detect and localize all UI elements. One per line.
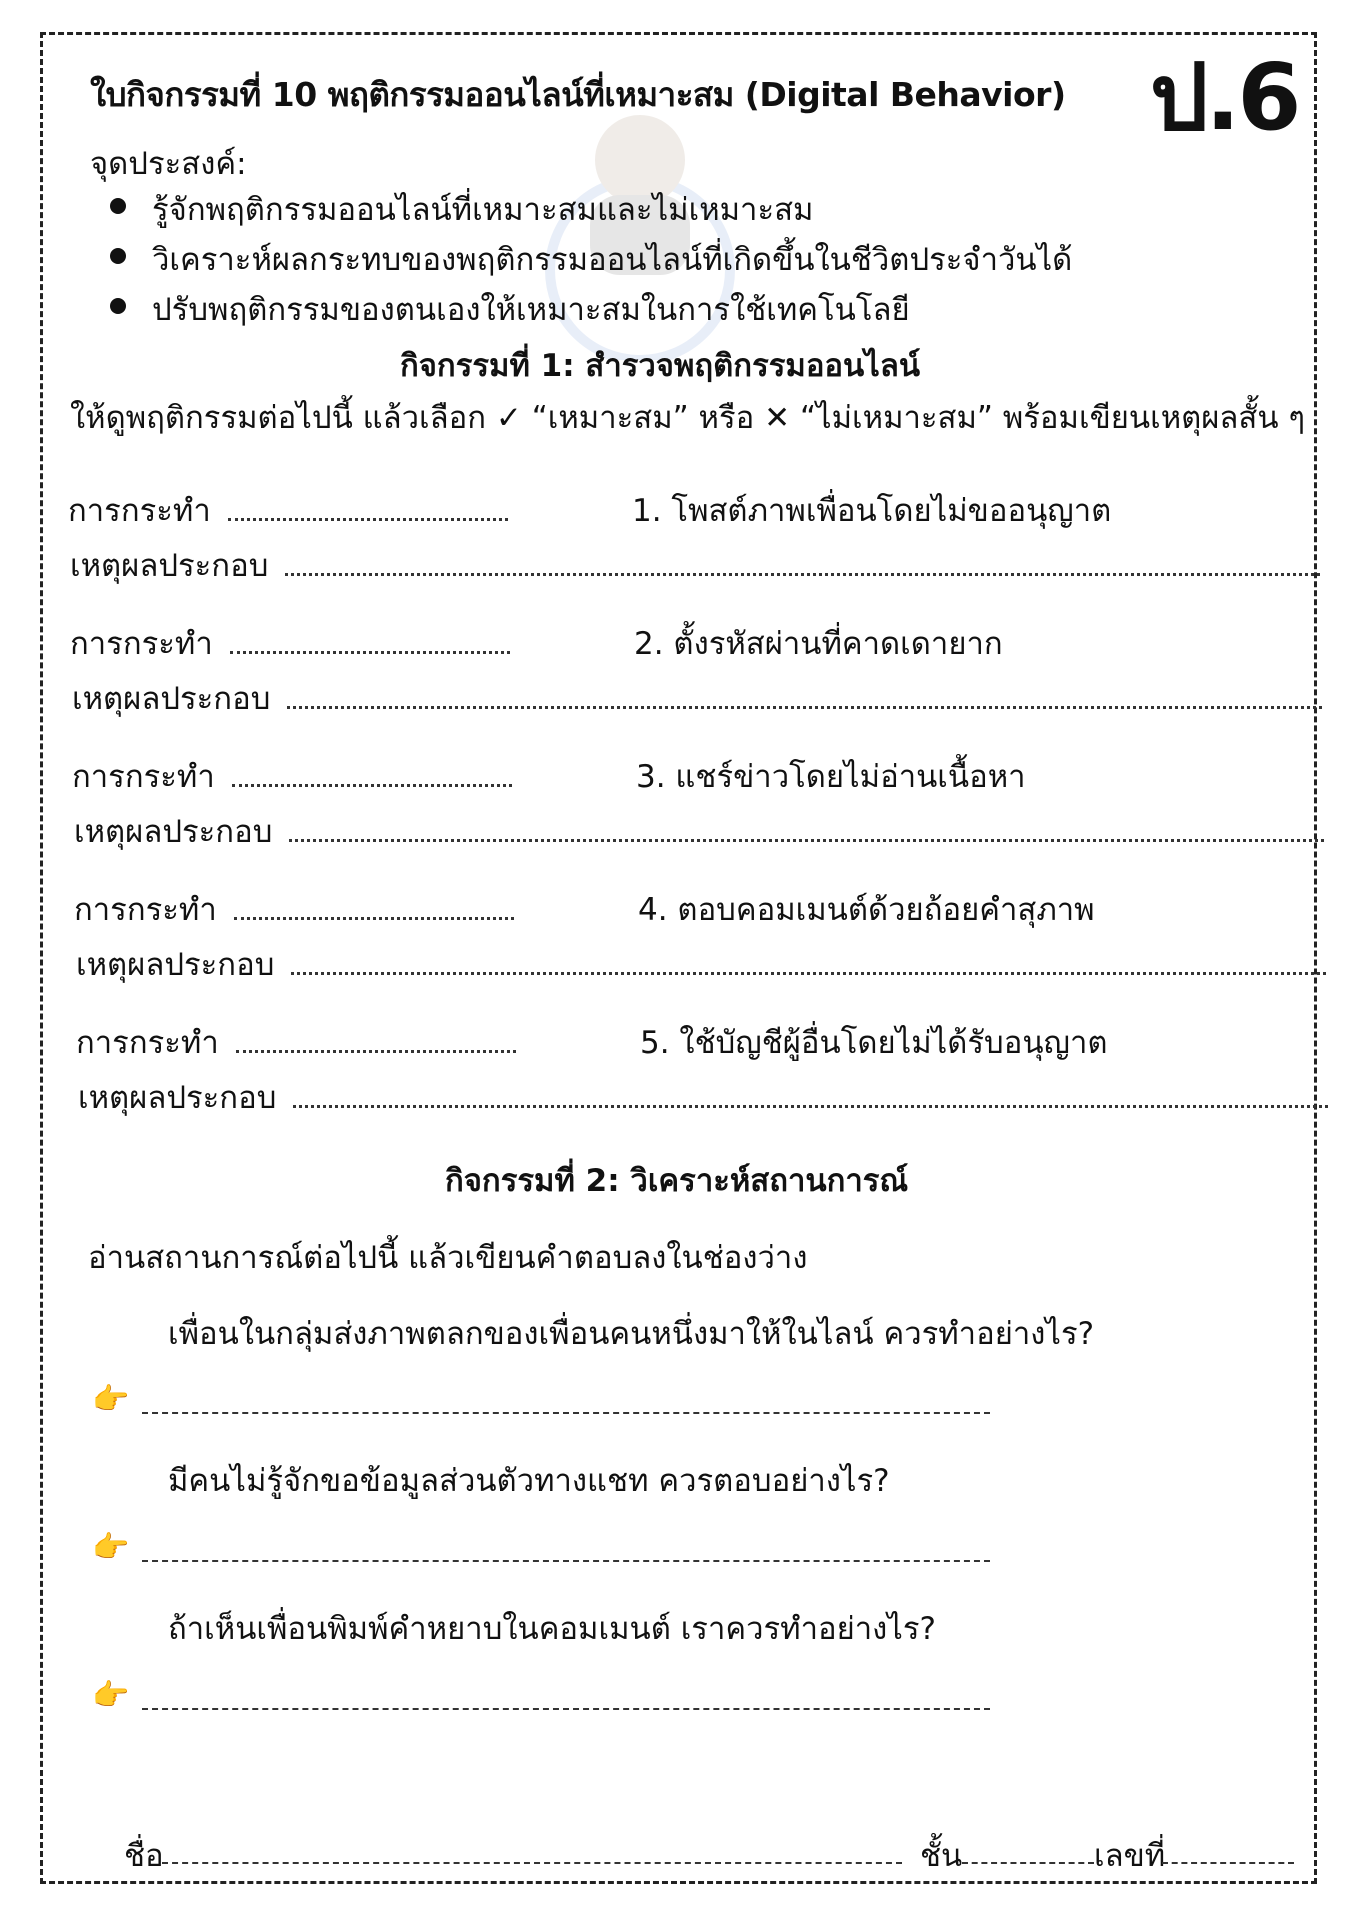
action-label: การกระทำ: [72, 759, 215, 795]
action-answer-line[interactable]: [236, 1050, 516, 1053]
instruction-part: ให้ดูพฤติกรรมต่อไปนี้ แล้วเลือก: [70, 400, 486, 436]
objective-item: รู้จักพฤติกรรมออนไลน์ที่เหมาะสมและไม่เหมาะสม: [152, 192, 814, 228]
action-answer-line[interactable]: [232, 784, 512, 787]
objectives-label: จุดประสงค์:: [90, 146, 247, 182]
activity1-heading: กิจกรรมที่ 1: สำรวจพฤติกรรมออนไลน์: [400, 348, 921, 384]
reason-label: เหตุผลประกอบ: [70, 548, 269, 584]
scenario-question: มีคนไม่รู้จักขอข้อมูลส่วนตัวทางแชท ควรตอบอย่างไร?: [168, 1463, 890, 1499]
action-answer-line[interactable]: [234, 917, 514, 920]
action-label: การกระทำ: [76, 1025, 219, 1061]
bullet-icon: [110, 248, 126, 264]
reason-answer-line[interactable]: [291, 972, 1326, 975]
answer-line[interactable]: [142, 1708, 990, 1710]
action-label: การกระทำ: [70, 626, 213, 662]
check-icon: ✓: [495, 400, 522, 436]
bullet-icon: [110, 198, 126, 214]
behavior-item: 3. แชร์ข่าวโดยไม่อ่านเนื้อหา: [636, 759, 1026, 795]
instruction-part: “เหมาะสม” หรือ: [531, 400, 755, 436]
instruction-part: “ไม่เหมาะสม” พร้อมเขียนเหตุผลสั้น ๆ: [799, 400, 1306, 436]
reason-answer-line[interactable]: [285, 573, 1320, 576]
scenario-question: เพื่อนในกลุ่มส่งภาพตลกของเพื่อนคนหนึ่งมาให้ในไลน์ ควรทำอย่างไร?: [168, 1316, 1095, 1352]
class-field[interactable]: [962, 1862, 1094, 1864]
reason-label: เหตุผลประกอบ: [74, 814, 273, 850]
pointing-hand-icon: 👉: [92, 1382, 130, 1417]
bullet-icon: [110, 298, 126, 314]
action-answer-line[interactable]: [230, 651, 510, 654]
behavior-item: 5. ใช้บัญชีผู้อื่นโดยไม่ได้รับอนุญาต: [640, 1025, 1108, 1061]
action-answer-line[interactable]: [228, 518, 508, 521]
number-label: เลขที่: [1094, 1838, 1166, 1874]
reason-label: เหตุผลประกอบ: [78, 1080, 277, 1116]
activity2-heading: กิจกรรมที่ 2: วิเคราะห์สถานการณ์: [445, 1163, 909, 1199]
worksheet-title: ใบกิจกรรมที่ 10 พฤติกรรมออนไลน์ที่เหมาะสม (Digital Behavior): [90, 75, 1066, 114]
name-label: ชื่อ: [124, 1838, 164, 1874]
reason-answer-line[interactable]: [287, 706, 1322, 709]
class-label: ชั้น: [920, 1838, 963, 1874]
activity1-instruction: [70, 392, 1305, 442]
reason-answer-line[interactable]: [289, 839, 1324, 842]
activity2-instruction: อ่านสถานการณ์ต่อไปนี้ แล้วเขียนคำตอบลงในช่องว่าง: [88, 1240, 808, 1276]
cross-icon: ✕: [764, 400, 791, 436]
grade-level: ป.6: [1150, 44, 1299, 151]
behavior-item: 1. โพสต์ภาพเพื่อนโดยไม่ขออนุญาต: [632, 493, 1112, 529]
action-label: การกระทำ: [68, 493, 211, 529]
reason-answer-line[interactable]: [293, 1105, 1328, 1108]
behavior-item: 4. ตอบคอมเมนต์ด้วยถ้อยคำสุภาพ: [638, 892, 1095, 928]
scenario-question: ถ้าเห็นเพื่อนพิมพ์คำหยาบในคอมเมนต์ เราควรทำอย่างไร?: [168, 1611, 937, 1647]
answer-line[interactable]: [142, 1412, 990, 1414]
objective-item: วิเคราะห์ผลกระทบของพฤติกรรมออนไลน์ที่เกิดขึ้นในชีวิตประจำวันได้: [152, 242, 1073, 278]
behavior-item: 2. ตั้งรหัสผ่านที่คาดเดายาก: [634, 626, 1003, 662]
reason-label: เหตุผลประกอบ: [72, 681, 271, 717]
number-field[interactable]: [1162, 1862, 1294, 1864]
answer-line[interactable]: [142, 1560, 990, 1562]
objective-item: ปรับพฤติกรรมของตนเองให้เหมาะสมในการใช้เทคโนโลยี: [152, 292, 910, 328]
pointing-hand-icon: 👉: [92, 1678, 130, 1713]
action-label: การกระทำ: [74, 892, 217, 928]
pointing-hand-icon: 👉: [92, 1530, 130, 1565]
reason-label: เหตุผลประกอบ: [76, 947, 275, 983]
name-field[interactable]: [162, 1862, 902, 1864]
